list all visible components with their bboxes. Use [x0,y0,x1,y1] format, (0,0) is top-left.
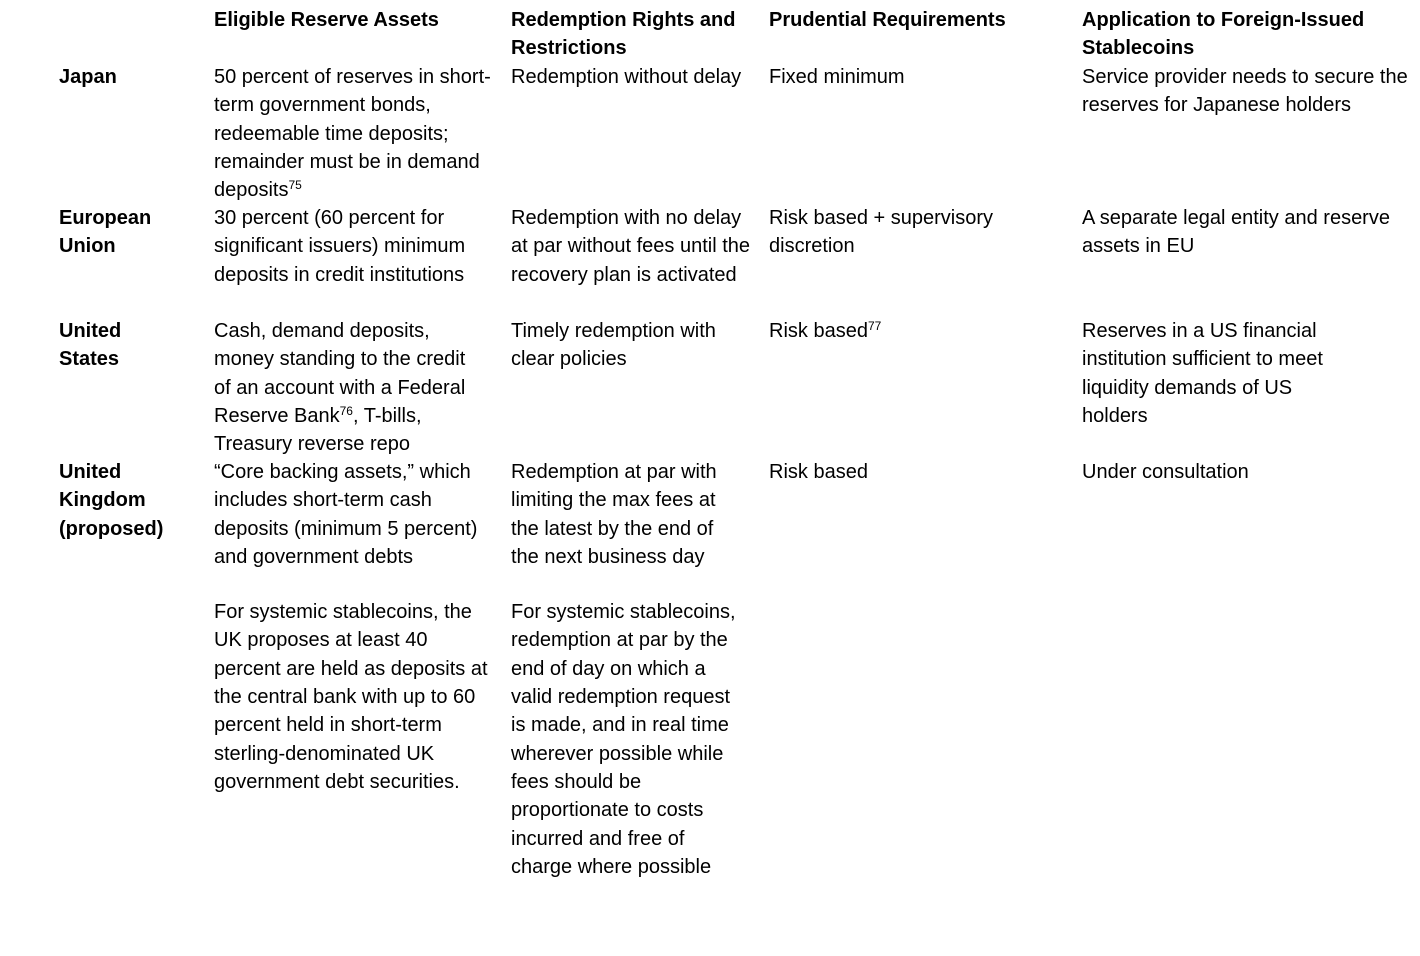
uk-prudential: Risk based [769,461,868,483]
us-reserve-assets-text: Cash, demand deposits, money standing to the credit of an account with a Federal Reserve Bank [214,320,466,427]
row-label-united-kingdom: United Kingdom (proposed) [59,461,164,540]
eu-prudential: Risk based + supervisory discretion [769,207,993,258]
uk-reserve-assets-core: “Core backing assets,” which includes short-term cash deposits (minimum 5 percent) and government debts [214,461,478,568]
us-prudential-text: Risk based [769,320,868,342]
us-redemption: Timely redemption with clear policies [511,320,716,371]
uk-foreign: Under consultation [1082,461,1249,483]
us-prudential [769,317,1069,345]
japan-reserve-assets [214,63,499,204]
japan-prudential: Fixed minimum [769,66,905,88]
eu-foreign: A separate legal entity and reserve assets in EU [1082,207,1390,258]
japan-foreign: Service provider needs to secure the reserves for Japanese holders [1082,66,1408,117]
uk-reserve-assets-systemic: For systemic stablecoins, the UK proposes at least 40 percent are held as deposits at the central bank with up to 60 percent held in short-term sterling-denominated UK government debt securities. [214,601,488,793]
us-reserve-assets-text-cont: , T-bills, Treasury reverse repo [214,404,422,456]
japan-redemption: Redemption without delay [511,66,742,88]
row-label-european-union: European Union [59,207,152,258]
eu-redemption: Redemption with no delay at par without fees until the recovery plan is activated [511,207,751,286]
uk-redemption-core: Redemption at par with limiting the max fees at the latest by the end of the next business day [511,461,717,568]
row-label-united-states: United States [59,320,122,371]
us-reserve-assets [214,317,482,458]
footnote-ref-75: 75 [288,178,302,193]
uk-reserve-assets [214,458,494,796]
japan-reserve-assets-text: 50 percent of reserves in short-term government bonds, redeemable time deposits; remainder must be in demand deposits [214,66,491,202]
header-prudential-requirements: Prudential Requirements [769,9,1006,31]
uk-redemption [511,458,743,881]
footnote-ref-77: 77 [867,319,882,333]
row-label-japan: Japan [59,66,117,88]
eu-reserve-assets: 30 percent (60 percent for significant issuers) minimum deposits in credit institutions [214,207,466,286]
header-eligible-reserve-assets: Eligible Reserve Assets [214,9,439,31]
us-foreign: Reserves in a US financial institution sufficient to meet liquidity demands of US holders [1082,320,1323,427]
header-redemption-rights: Redemption Rights and Restrictions [511,9,736,60]
header-foreign-issued-stablecoins: Application to Foreign-Issued Stablecoins [1082,9,1365,60]
uk-redemption-systemic: For systemic stablecoins, redemption at par by the end of day on which a valid redemption request is made, and in real time wherever possible while fees should be proportionate to costs incurred and free of charge where possible [511,601,736,878]
footnote-ref-76: 76 [339,403,353,418]
